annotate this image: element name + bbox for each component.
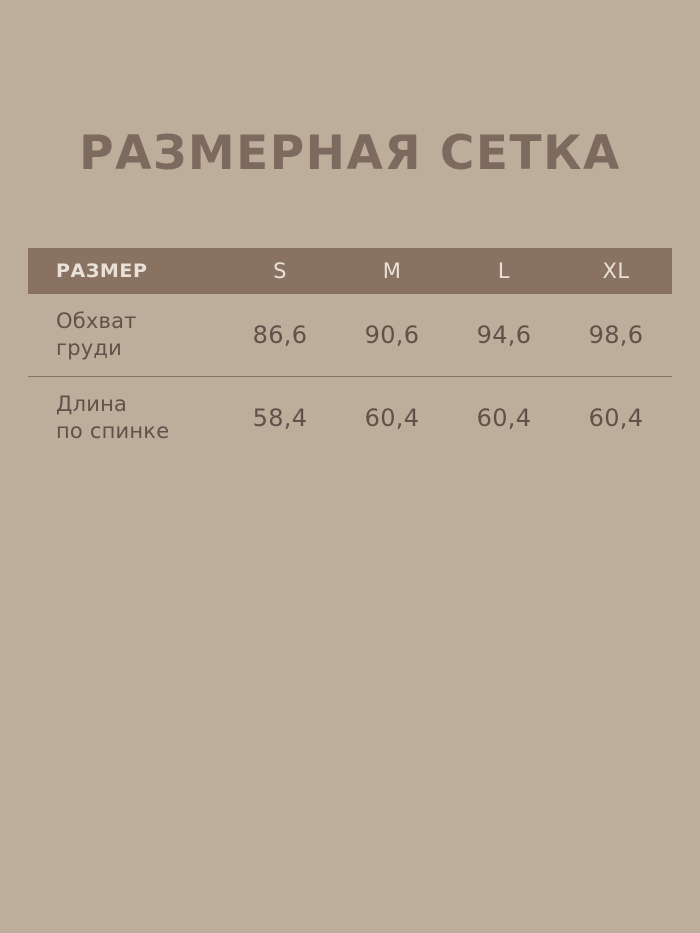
cell-chest-m: 90,6 [364, 321, 420, 349]
cell-chest-l: 94,6 [476, 321, 532, 349]
column-header-measurement: РАЗМЕР [56, 260, 148, 282]
size-table [28, 248, 672, 458]
row-label-back-length-line1: Длина [56, 391, 128, 416]
row-label-chest-line1: Обхват [56, 309, 137, 334]
cell-back-length-m: 60,4 [364, 403, 420, 432]
cell-chest-s: 86,6 [252, 321, 308, 349]
cell-chest-xl: 98,6 [588, 321, 644, 349]
cell-back-length-l: 60,4 [476, 403, 532, 432]
cell-back-length-s: 58,4 [252, 403, 308, 432]
cell-back-length-xl: 60,4 [588, 403, 644, 432]
table-row [28, 294, 672, 376]
row-label-chest-line2: груди [56, 336, 122, 360]
column-header-size-s: S [273, 259, 287, 283]
table-header-row [28, 248, 672, 294]
column-header-size-xl: XL [602, 259, 630, 283]
row-label-back-length [28, 391, 224, 445]
column-header-size-m: M [382, 259, 402, 283]
row-label-back-length-line2: по спинке [56, 418, 170, 443]
column-header-size-l: L [497, 259, 511, 283]
table-row [28, 376, 672, 458]
page-title: РАЗМЕРНАЯ СЕТКА [79, 126, 621, 181]
row-label-chest [28, 308, 224, 362]
